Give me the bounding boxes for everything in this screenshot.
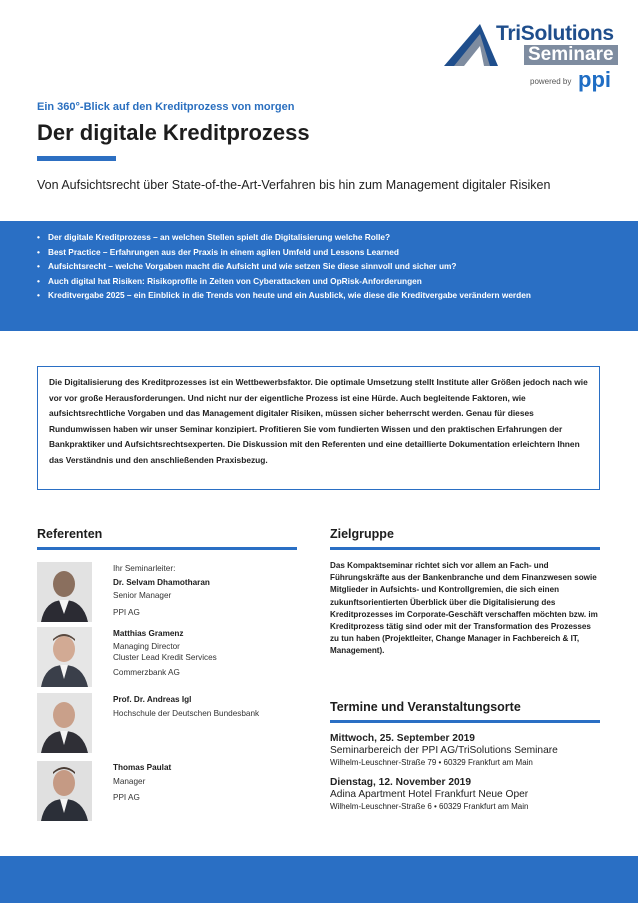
event-address: Wilhelm-Leuschner-Straße 6 • 60329 Frankfurt am Main xyxy=(330,802,529,811)
event-place: Adina Apartment Hotel Frankfurt Neue Oper xyxy=(330,789,529,800)
speaker-photo xyxy=(37,761,92,821)
speaker-info xyxy=(113,562,210,619)
speaker-org: PPI AG xyxy=(113,793,140,802)
speaker-org: PPI AG xyxy=(113,607,140,617)
speaker-name: Thomas Paulat xyxy=(113,763,172,772)
page-subtitle: Von Aufsichtsrecht über State-of-the-Art-Verfahren bis hin zum Management digitaler Risiken xyxy=(37,178,551,192)
intro-box xyxy=(37,366,600,490)
ppi-logo: ppi xyxy=(578,67,611,92)
speaker-name: Dr. Selvam Dhamotharan xyxy=(113,577,210,587)
topics-list xyxy=(37,231,616,304)
event-place: Seminarbereich der PPI AG/TriSolutions Seminare xyxy=(330,745,558,756)
speaker-org: Commerzbank AG xyxy=(113,667,180,677)
speaker-info xyxy=(113,627,217,679)
speaker-role: Senior Manager xyxy=(113,591,172,600)
speaker-info xyxy=(113,693,259,720)
topic-item: • Der digitale Kreditprozess – an welchen Stellen spielt die Digitalisierung welche Rolle? xyxy=(37,231,616,243)
speaker-photo xyxy=(37,562,92,622)
trisolutions-logo xyxy=(440,18,614,98)
logo-subline: Seminare xyxy=(524,45,618,65)
speaker-role: Manager xyxy=(113,776,146,786)
speaker-photo xyxy=(37,693,92,753)
topic-item: • Aufsichtsrecht – welche Vorgaben macht die Aufsicht und wie setzen Sie diese sinnvoll und sicher um? xyxy=(37,260,616,272)
topic-item: • Auch digital hat Risiken: Risikoprofile in Zeiten von Cyberattacken und OpRisk-Anforderungen xyxy=(37,275,616,287)
speaker-role: Hochschule der Deutschen Bundesbank xyxy=(113,708,260,718)
powered-by-label: powered by xyxy=(530,77,572,86)
speaker-name: Prof. Dr. Andreas Igl xyxy=(113,695,192,704)
zielgruppe-text: Das Kompaktseminar richtet sich vor allem an Fach- und Führungskräfte aus der Bankenbranche und dem Finanzwesen sowie Mitglieder in Aufsichts- und Kontrollgremien, die sich einen zukunftsorientierten Überblick über die Digitalisierung des Kreditprozesses im Corporate-Geschäft verschaffen möchten bzw. im Kreditprozess tätig sind oder mit der Transformation des Prozesses zu tun haben (Projektleiter, Change Manager in Fachbereich & IT, Management). xyxy=(330,561,598,656)
referenten-heading: Referenten xyxy=(37,527,103,541)
speaker-role-secondary: Cluster Lead Kredit Services xyxy=(113,652,217,662)
speaker-prefix: Ihr Seminarleiter: xyxy=(113,564,176,573)
referenten-divider xyxy=(37,547,297,550)
speaker-role: Managing Director xyxy=(113,641,180,651)
topics-box xyxy=(0,221,638,331)
footer-band xyxy=(0,856,638,903)
event-item xyxy=(330,777,610,812)
speaker-info xyxy=(113,761,171,805)
speaker-name: Matthias Gramenz xyxy=(113,629,184,638)
termine-heading: Termine und Veranstaltungsorte xyxy=(330,700,521,714)
title-underline xyxy=(37,156,116,161)
event-item xyxy=(330,733,610,768)
topic-item: • Best Practice – Erfahrungen aus der Praxis in einem agilen Umfeld und Lessons Learned xyxy=(37,246,616,258)
kicker-text: Ein 360°-Blick auf den Kreditprozess von morgen xyxy=(37,101,295,113)
logo-wordmark: TriSolutions xyxy=(496,22,614,45)
topic-item: • Kreditvergabe 2025 – ein Einblick in die Trends von heute und ein Ausblick, wie diese die Kreditvergabe verändern werden xyxy=(37,289,616,301)
event-date: Dienstag, 12. November 2019 xyxy=(330,777,471,788)
speaker-photo xyxy=(37,627,92,687)
logo-triangle-icon xyxy=(440,20,502,68)
page-title: Der digitale Kreditprozess xyxy=(37,120,310,145)
termine-divider xyxy=(330,720,600,723)
intro-text: Die Digitalisierung des Kreditprozesses ist ein Wettbewerbsfaktor. Die optimale Umsetzung stellt Institute aller Größen jedoch nach wie vor vor große Herausforderungen. Und nicht nur der eigentliche Prozess ist eine Hürde. Auch begleitende Faktoren, wie aufsichtsrechtliche Vorgaben und das Management digitaler Risiken, müssen sicher beherrscht werden. Genau für dieses Rundumwissen haben wir unser Seminar konzipiert. Profitieren Sie vom fundierten Wissen und den praktischen Erfahrungen der Bankpraktiker und Aufsichtsrechtsexperten. Die Diskussion mit den Referenten und eine detaillierte Dokumentation erleichtern Ihnen das Verständnis und den anschließenden Praxisbezug. xyxy=(49,377,588,465)
event-date: Mittwoch, 25. September 2019 xyxy=(330,733,475,744)
event-address: Wilhelm-Leuschner-Straße 79 • 60329 Frankfurt am Main xyxy=(330,758,533,767)
zielgruppe-divider xyxy=(330,547,600,550)
zielgruppe-heading: Zielgruppe xyxy=(330,527,394,541)
